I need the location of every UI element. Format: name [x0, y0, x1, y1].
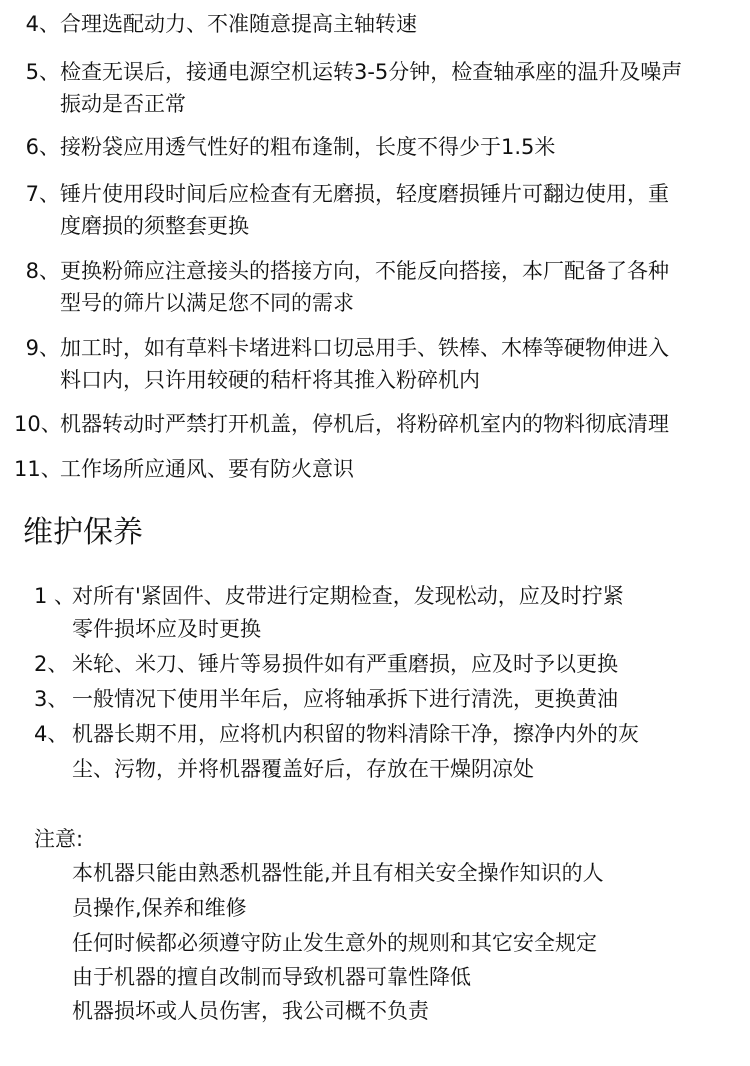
item-text: 锤片使用段时间后应检查有无磨损，轻度磨损锤片可翻边使用，重 [60, 182, 669, 206]
item-text: 一般情况下使用半年后，应将轴承拆下进行清洗，更换黄油 [72, 687, 618, 711]
item-number: 9、 [25, 336, 60, 360]
item-text: 料口内，只许用较硬的秸杆将其推入粉碎机内 [60, 368, 480, 392]
item-number: 11、 [14, 457, 62, 481]
item-text: 检查无误后，接通电源空机运转3-5分钟，检查轴承座的温升及噪声 [60, 60, 683, 84]
item-number: 8、 [25, 259, 60, 283]
item-text: 工作场所应通风、要有防火意识 [60, 457, 354, 481]
item-number: 10、 [14, 412, 62, 436]
item-number: 2、 [34, 652, 69, 676]
note-label: 注意: [34, 827, 84, 851]
note-line: 任何时候都必须遵守防止发生意外的规则和其它安全规定 [72, 931, 597, 955]
section-heading: 维护保养 [23, 515, 143, 550]
item-text: 型号的筛片以满足您不同的需求 [60, 291, 354, 315]
item-text: 对所有'紧固件、皮带进行定期检查，发现松动，应及时拧紧 [72, 584, 624, 608]
note-line: 本机器只能由熟悉机器性能,并且有相关安全操作知识的人 [72, 861, 604, 885]
item-number: 4、 [34, 722, 69, 746]
item-text: 合理选配动力、不准随意提高主轴转速 [60, 12, 417, 36]
item-text: 振动是否正常 [60, 92, 186, 116]
item-number: 1 、 [34, 584, 76, 608]
item-text: 接粉袋应用透气性好的粗布逢制，长度不得少于1.5米 [60, 135, 556, 159]
item-text: 米轮、米刀、锤片等易损件如有严重磨损，应及时予以更换 [72, 652, 618, 676]
item-number: 7、 [25, 182, 60, 206]
note-line: 员操作,保养和维修 [72, 896, 247, 920]
item-number: 6、 [25, 135, 60, 159]
item-text: 加工时，如有草料卡堵进料口切忌用手、铁棒、木棒等硬物伸进入 [60, 336, 669, 360]
item-number: 3、 [34, 687, 69, 711]
item-text: 尘、污物，并将机器覆盖好后，存放在干燥阴凉处 [72, 757, 534, 781]
item-number: 5、 [25, 60, 60, 84]
item-text: 机器转动时严禁打开机盖，停机后，将粉碎机室内的物料彻底清理 [60, 412, 669, 436]
item-text: 零件损坏应及时更换 [72, 617, 261, 641]
item-text: 更换粉筛应注意接头的搭接方向，不能反向搭接，本厂配备了各种 [60, 259, 669, 283]
item-text: 度磨损的须整套更换 [60, 214, 249, 238]
item-number: 4、 [25, 12, 60, 36]
note-line: 机器损坏或人员伤害，我公司概不负责 [72, 999, 429, 1023]
item-text: 机器长期不用，应将机内积留的物料清除干净，擦净内外的灰 [72, 722, 639, 746]
note-line: 由于机器的擅自改制而导致机器可靠性降低 [72, 965, 471, 989]
